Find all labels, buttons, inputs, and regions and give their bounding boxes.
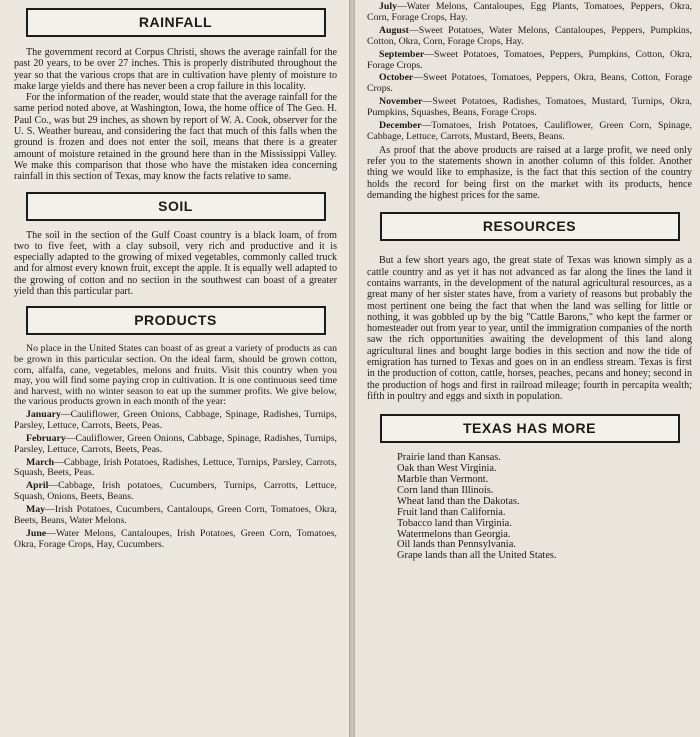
list-item: Fruit land than California. bbox=[397, 506, 506, 518]
month-items: —Cabbage, Irish potatoes, Cucumbers, Turnips, Carrotts, Lettuce, Squash, Onions, Beets, Beans. bbox=[14, 480, 337, 503]
resources-heading: RESOURCES bbox=[380, 212, 680, 241]
month-items: —Cauliflower, Green Onions, Cabbage, Spinage, Radishes, Turnips, Parsley, Lettuce, Carrots, Beets, Peas. bbox=[14, 432, 337, 455]
rainfall-paragraph-1: The government record at Corpus Christi, shows the average rainfall for the past 20 years, to be over 27 inches. This is properly distributed throughout the year so that the various crops that are in cultivation have plenty of moisture to make large yields and there has never been a crop failure in this locality. bbox=[14, 47, 337, 92]
products-months-continued bbox=[367, 2, 692, 143]
resources-paragraph: But a few short years ago, the great state of Texas was known simply as a cattle country and as yet it has not advanced as far along the lines the land it contains warrants, in the development of the natural agricultural resources, as a great many of her sister states have, from a variety of reasons but probably the most pertinent one being the fact that when the land was selling for little or nothing, it was gobbled up by the big "Cattle Barons," who kept the farmer or homesteader out from year to year, until the immigration companies of the north saw the rich opportunities awaiting the development of this land along agricultural lines and bought large bodies in this section and now the tide of emigration has turned to Texas and goes on in an endless stream. Texas is first in the production of cotton, cattle, horses, peaches, pecans and honey; second in the production of hogs and first in railroad mileage; fourth in percapita wealth; fifth in poultry and eggs and sixth in population. bbox=[367, 255, 692, 402]
left-page bbox=[0, 0, 349, 737]
month-items: —Cauliflower, Green Onions, Cabbage, Spinage, Radishes, Turnips, Parsley, Lettuce, Carrots, Beets, Peas. bbox=[14, 408, 337, 431]
month-entry bbox=[367, 26, 692, 48]
month-entry bbox=[367, 73, 692, 95]
list-item: Oak than West Virginia. bbox=[397, 463, 497, 475]
soil-paragraph: The soil in the section of the Gulf Coast country is a black loam, of from two to five feet, with a clay subsoil, very rich and productive and it is especially adapted to the growing of mixed vegetables, commonly called truck and for almost every known fruit, except the apple. It is equally well adapted to the growing of cotton and no section in the southwest can boast of a greater yield than this particular part. bbox=[14, 229, 337, 298]
soil-heading: SOIL bbox=[26, 192, 326, 221]
rainfall-heading: RAINFALL bbox=[26, 8, 326, 37]
month-name: May bbox=[26, 504, 46, 516]
list-item: Watermelons than Georgia. bbox=[397, 528, 511, 540]
products-months-list bbox=[14, 410, 337, 551]
list-item: Grape lands than all the United States. bbox=[397, 550, 557, 562]
list-item: Marble than Vermont. bbox=[397, 474, 489, 486]
products-heading: PRODUCTS bbox=[26, 306, 326, 335]
month-name: January bbox=[26, 408, 61, 420]
month-name: December bbox=[379, 120, 422, 132]
month-name: August bbox=[379, 24, 409, 36]
list-item: Corn land than Illinois. bbox=[397, 484, 494, 496]
month-entry bbox=[14, 505, 337, 527]
list-item: Wheat land than the Dakotas. bbox=[397, 495, 520, 507]
proof-paragraph: As proof that the above products are raised at a large profit, we need only refer you to the statements shown in another column of this folder. Another thing we would like to emphasize, is the fact that this section of the country holds the record for being first on the market with its products, hence demanding the highest prices for the same. bbox=[367, 144, 692, 202]
month-items: —Tomatoes, Irish Potatoes, Cauliflower, Green Corn, Spinage, Cabbage, Lettuce, Carrots, Mustard, Beets, Beans. bbox=[367, 120, 692, 142]
month-items: —Water Melons, Cantaloupes, Egg Plants, Tomatoes, Peppers, Okra, Corn, Forage Crops, Hay. bbox=[367, 1, 692, 23]
month-items: —Sweet Potatoes, Radishes, Tomatoes, Mustard, Turnips, Okra, Pumpkins, Squashes, Beans, Forage Crops. bbox=[367, 96, 692, 119]
list-item: Prairie land than Kansas. bbox=[397, 452, 501, 464]
month-entry bbox=[367, 50, 692, 72]
month-items: —Sweet Potatoes, Tomatoes, Peppers, Okra, Beans, Cotton, Forage Crops. bbox=[367, 72, 692, 95]
month-items: —Cabbage, Irish Potatoes, Radishes, Lettuce, Turnips, Parsley, Carrots, Squash, Beets, Peas. bbox=[14, 456, 337, 479]
month-name: March bbox=[26, 456, 55, 468]
month-name: July bbox=[379, 1, 397, 12]
month-name: November bbox=[379, 96, 423, 108]
texas-has-more-list bbox=[367, 453, 692, 562]
list-item: Oil lands than Pennsylvania. bbox=[397, 539, 516, 551]
month-entry bbox=[14, 434, 337, 456]
month-items: —Irish Potatoes, Cucumbers, Cantaloups, Green Corn, Tomatoes, Okra, Beets, Beans, Water Melons. bbox=[14, 504, 337, 527]
month-entry bbox=[14, 458, 337, 480]
texas-has-more-heading: TEXAS HAS MORE bbox=[380, 414, 680, 443]
month-entry bbox=[14, 481, 337, 503]
month-name: April bbox=[26, 480, 49, 492]
month-entry bbox=[14, 529, 337, 551]
products-intro: No place in the United States can boast of as great a variety of products as can be grown in this particular section. On the ideal farm, should be grown cotton, corn, alfalfa, cane, vegetables, melons and fruits. Visit this country when you may, you will find some paying crop in cultivation. It is one continuous seed time and harvest, with no winter season to eat up the summer profits. We give below, the various products grown in each month of the year: bbox=[14, 343, 337, 408]
list-item: Tobacco land than Virginia. bbox=[397, 517, 512, 529]
right-page bbox=[355, 0, 700, 737]
rainfall-paragraph-2: For the information of the reader, would state that the average rainfall for the same period noted above, at Washington, Iowa, the home office of The Geo. H. Paul Co., was but 29 inches, as shown by report of W. A. Cook, observer for the U. S. Weather bureau, and considering the fact that much of this falls when the ground is frozen and does not enter the soil, means that there is a greater amount of moisture retained in the ground here than in the Mississippi Valley. We make this comparison that those who have the mistaken idea concerning rainfall in this section of Texas, may know the facts relative to same. bbox=[14, 92, 337, 183]
month-name: February bbox=[26, 432, 66, 444]
month-entry bbox=[367, 97, 692, 119]
month-entry bbox=[367, 121, 692, 143]
month-entry bbox=[367, 2, 692, 24]
month-items: —Sweet Potatoes, Water Melons, Cantaloupes, Peppers, Pumpkins, Cotton, Okra, Corn, Forage Crops, Hay. bbox=[367, 24, 692, 47]
month-items: —Sweet Potatoes, Tomatoes, Peppers, Pumpkins, Cotton, Okra, Forage Crops. bbox=[367, 48, 692, 71]
month-name: June bbox=[26, 527, 47, 539]
month-name: October bbox=[379, 72, 414, 84]
month-items: —Water Melons, Cantaloupes, Irish Potatoes, Green Corn, Tomatoes, Okra, Forage Crops, Hay, Cucumbers. bbox=[14, 527, 337, 550]
month-entry bbox=[14, 410, 337, 432]
month-name: September bbox=[379, 48, 425, 60]
